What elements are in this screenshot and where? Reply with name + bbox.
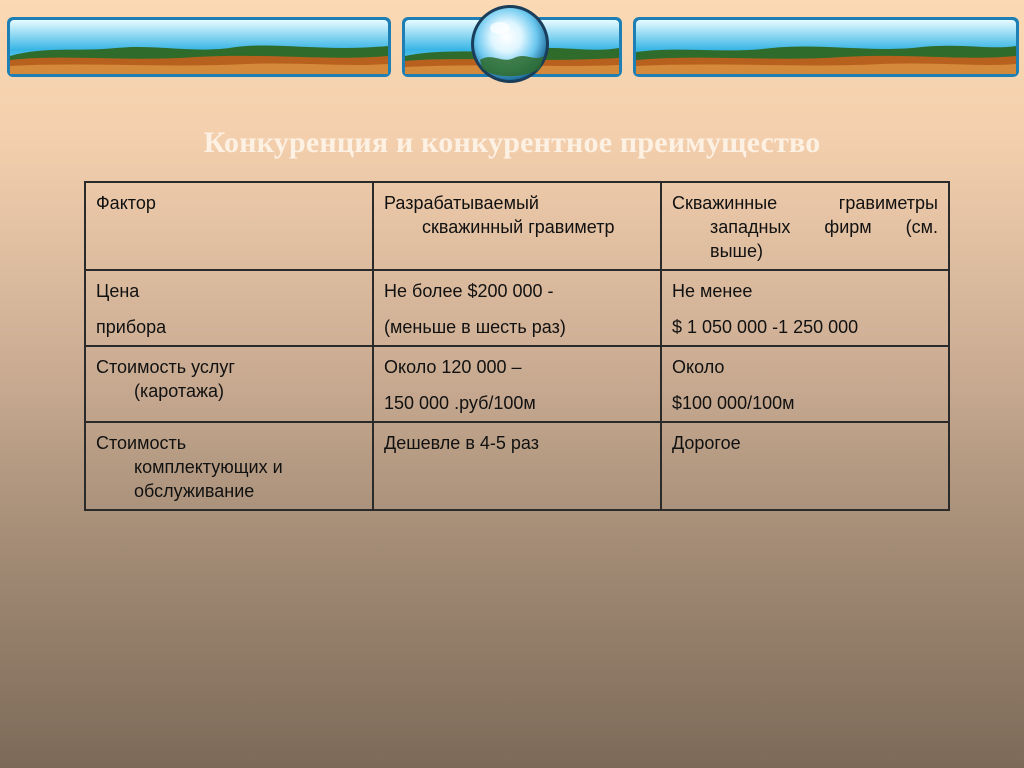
table-row [85,346,949,422]
western-text-2: $100 000/100м [672,393,795,413]
western-text-1: Дорогое [672,433,741,453]
header-factor-cell [85,182,373,270]
table-row [85,422,949,510]
western-text-2: $ 1 050 000 -1 250 000 [672,317,859,337]
developed-cell [373,346,661,422]
factor-text-2: комплектующих и [134,457,283,477]
comparison-table [84,181,950,511]
developed-text-1: Дешевле в 4-5 раз [384,433,539,453]
factor-text-1: Стоимость [96,433,187,453]
header-western-text-1: Скважинные гравиметры [672,193,938,213]
factor-text-2: прибора [96,317,167,337]
globe-icon [468,2,552,86]
landscape-banner-left [6,16,392,78]
developed-text-2: (меньше в шесть раз) [384,317,566,337]
factor-text-2: (каротажа) [134,381,224,401]
factor-cell [85,270,373,346]
developed-text-2: 150 000 .руб/100м [384,393,536,413]
factor-cell [85,422,373,510]
table-row [85,270,949,346]
header-western-text-2: западных фирм (см. [710,217,938,237]
table-header-row [85,182,949,270]
factor-text-1: Цена [96,281,140,301]
header-western-cell [661,182,949,270]
factor-text-3: обслуживание [134,481,255,501]
slide-title: Конкуренция и конкурентное преимущество [203,126,821,159]
developed-text-1: Не более $200 000 - [384,281,554,301]
developed-cell [373,422,661,510]
header-developed-text-1: Разрабатываемый [384,193,539,213]
developed-text-1: Около 120 000 – [384,357,522,377]
western-cell [661,346,949,422]
western-cell [661,270,949,346]
developed-cell [373,270,661,346]
western-text-1: Около [672,357,725,377]
header-western-text-3: выше) [710,241,763,261]
western-text-1: Не менее [672,281,753,301]
header-factor-text: Фактор [96,193,156,213]
factor-cell [85,346,373,422]
header-developed-text-2: скважинный гравиметр [422,217,615,237]
landscape-banner-right [632,16,1020,78]
factor-text-1: Стоимость услуг [96,357,235,377]
western-cell [661,422,949,510]
header-developed-cell [373,182,661,270]
